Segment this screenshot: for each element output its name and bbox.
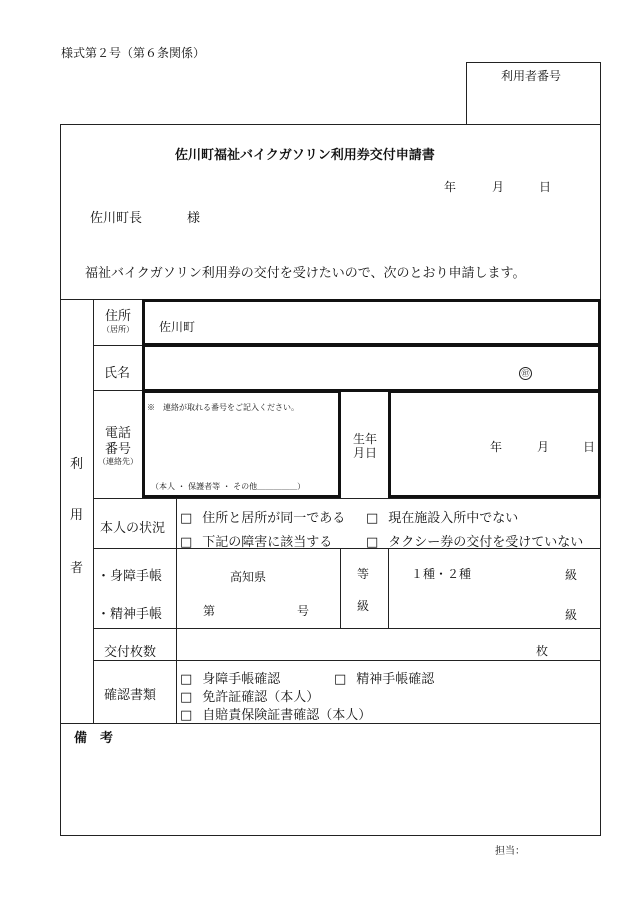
date-year: 年 <box>444 180 457 194</box>
checkbox-icon[interactable]: □ <box>180 511 193 526</box>
form-title: 佐川町福祉バイクガソリン利用券交付申請書 <box>175 148 435 163</box>
name-label: 氏名 <box>104 366 131 381</box>
doc-insurance[interactable]: □ 自賠責保険証書確認（本人） <box>180 708 372 723</box>
birth-day: 日 <box>583 440 596 454</box>
user-number-label: 利用者番号 <box>501 69 562 83</box>
phone-relation: （本人 ・ 保護者等 ・ その他＿＿＿＿＿） <box>151 482 306 491</box>
doc-mental[interactable]: □ 精神手帳確認 <box>334 672 435 687</box>
birth-field[interactable] <box>388 390 601 498</box>
intro-text: 福祉バイクガソリン利用券の交付を受けたいので、次のとおり申請します。 <box>85 266 526 281</box>
docs-label: 確認書類 <box>104 688 157 703</box>
applicant-label-3: 者 <box>70 561 84 576</box>
grade-label-2: 級 <box>357 599 370 613</box>
handbook-dai: 第 <box>203 604 216 618</box>
name-field[interactable] <box>142 344 601 392</box>
addressee: 佐川町長 <box>90 211 143 226</box>
birth-month: 月 <box>537 440 550 454</box>
checkbox-icon[interactable]: □ <box>180 708 193 723</box>
grade-label-1: 等 <box>357 567 370 581</box>
address-value: 佐川町 <box>159 320 196 334</box>
date-month: 月 <box>492 180 505 194</box>
physical-handbook-label: ・身障手帳 <box>97 569 163 584</box>
date-day: 日 <box>539 180 552 194</box>
doc-physical[interactable]: □ 身障手帳確認 <box>180 672 281 687</box>
status-option-4[interactable]: □ タクシー券の交付を受けていない <box>366 535 584 550</box>
user-number-box[interactable] <box>466 62 601 125</box>
prefecture: 高知県 <box>230 570 267 584</box>
status-label: 本人の状況 <box>100 521 166 536</box>
status-option-3[interactable]: □ 下記の障害に該当する <box>180 535 333 550</box>
applicant-label-1: 利 <box>70 457 84 472</box>
phone-field[interactable] <box>142 390 341 498</box>
issue-count-unit: 枚 <box>536 644 549 658</box>
status-option-1[interactable]: □ 住所と居所が同一である <box>180 511 346 526</box>
handbook-go: 号 <box>297 604 310 618</box>
mental-handbook-label: ・精神手帳 <box>97 607 163 622</box>
remarks-label: 備 考 <box>74 731 114 746</box>
status-option-2[interactable]: □ 現在施設入所中でない <box>366 511 519 526</box>
checkbox-icon[interactable]: □ <box>366 535 379 550</box>
address-label: 住所 （居所） <box>102 309 134 334</box>
honorific: 様 <box>187 211 201 226</box>
checkbox-icon[interactable]: □ <box>180 690 193 705</box>
checkbox-icon[interactable]: □ <box>334 672 347 687</box>
staff-label: 担当： <box>495 846 525 857</box>
applicant-label-2: 用 <box>70 508 84 523</box>
checkbox-icon[interactable]: □ <box>180 672 193 687</box>
remarks-field[interactable] <box>61 745 600 835</box>
birth-label: 生年 月日 <box>352 432 377 461</box>
form-number: 様式第２号（第６条関係） <box>61 46 206 60</box>
checkbox-icon[interactable]: □ <box>180 535 193 550</box>
phone-label: 電話 番号 （連絡先） <box>98 426 138 467</box>
checkbox-icon[interactable]: □ <box>366 511 379 526</box>
kyu-1: 級 <box>565 568 578 582</box>
birth-year: 年 <box>490 440 503 454</box>
seal-icon: ㊞ <box>519 367 532 380</box>
phone-note: ※ 連絡が取れる番号をご記入ください。 <box>147 403 299 412</box>
class-options: １種・２種 <box>411 567 472 581</box>
kyu-2: 級 <box>565 608 578 622</box>
address-field[interactable] <box>142 299 601 346</box>
doc-license[interactable]: □ 免許証確認（本人） <box>180 690 320 705</box>
issue-count-label: 交付枚数 <box>104 645 157 660</box>
